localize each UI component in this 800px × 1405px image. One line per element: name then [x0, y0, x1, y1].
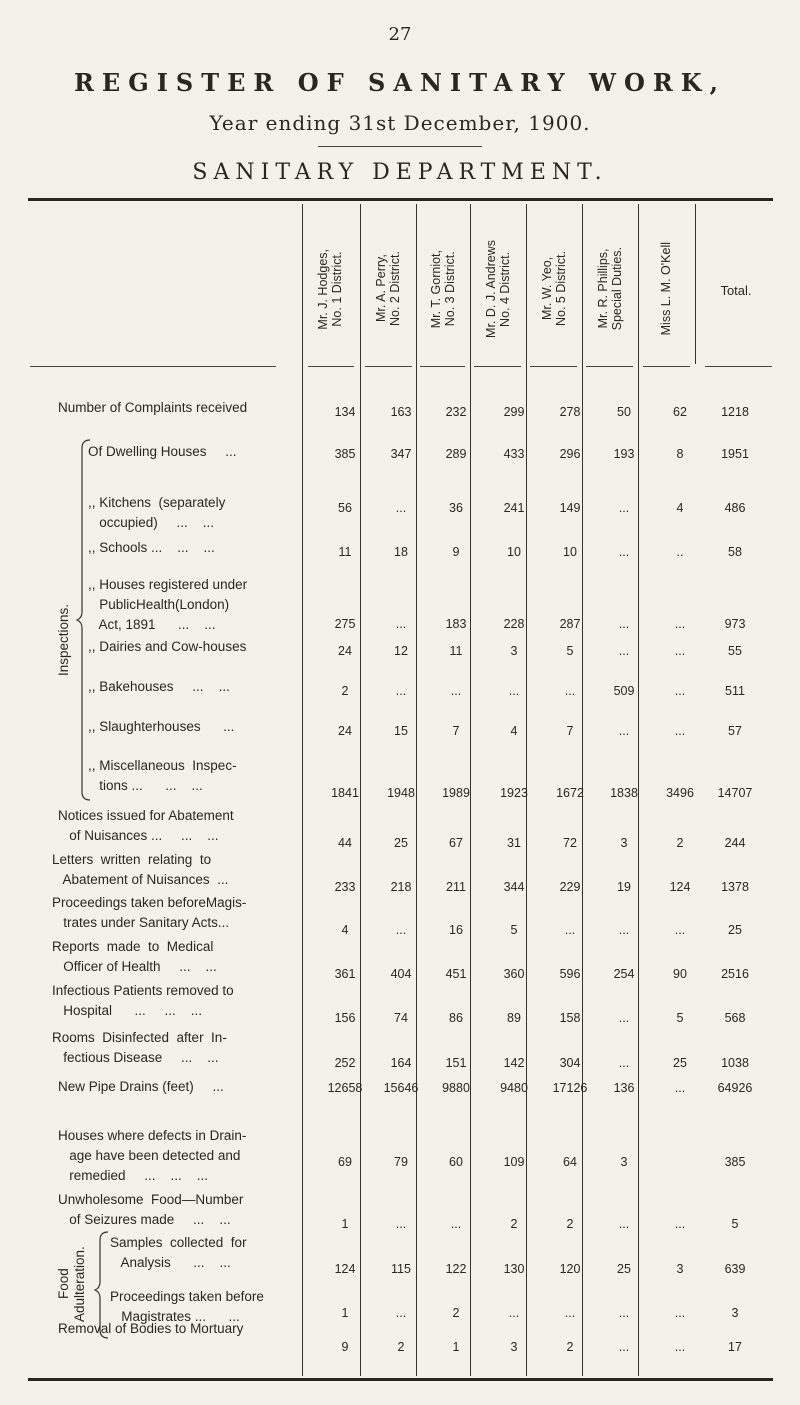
column-header-label: Mr. J. Hodges, No. 1 District. — [316, 248, 344, 330]
value-cell: 451 — [445, 967, 467, 981]
value-cell: 3 — [510, 1340, 518, 1354]
value-cell: 9880 — [442, 1081, 470, 1095]
value-cell: 2 — [510, 1217, 518, 1231]
value-cell: 296 — [559, 447, 581, 461]
row-label: ,, Bakehouses ... ... — [88, 679, 230, 694]
value-cell: 122 — [445, 1262, 467, 1276]
value-cell: ... — [450, 1217, 462, 1231]
value-cell: ... — [618, 501, 630, 515]
value-cell: 156 — [334, 1011, 356, 1025]
value-cell: 90 — [673, 967, 687, 981]
value-cell: 19 — [617, 880, 631, 894]
value-cell: 72 — [563, 836, 577, 850]
row-label: Unwholesome Food—Number of Seizures made ... ... — [58, 1192, 244, 1227]
value-cell: 25 — [394, 836, 408, 850]
value-cell: 1841 — [331, 786, 359, 800]
total-column-header: Total. — [720, 283, 752, 298]
total-cell: 1951 — [721, 447, 749, 461]
value-cell: ... — [674, 644, 686, 658]
value-cell: 163 — [390, 405, 412, 419]
value-cell: 31 — [507, 836, 521, 850]
column-header-label: Mr. R. Phillips, Special Duties. — [596, 247, 624, 331]
column-header — [528, 204, 580, 374]
value-cell: ... — [395, 684, 407, 698]
value-cell: 3496 — [666, 786, 694, 800]
value-cell: 278 — [559, 405, 581, 419]
page-title: REGISTER OF SANITARY WORK, — [73, 68, 727, 97]
total-cell: 1218 — [721, 405, 749, 419]
value-cell: 433 — [503, 447, 525, 461]
row-label: Houses where defects in Drain- age have been detected and remedied ... ... ... — [58, 1128, 247, 1183]
value-cell: ... — [618, 617, 630, 631]
value-cell: ... — [450, 684, 462, 698]
column-header — [418, 204, 468, 374]
value-cell: 3 — [620, 1155, 628, 1169]
value-cell: 361 — [334, 967, 356, 981]
total-cell: 1378 — [721, 880, 749, 894]
value-cell: 404 — [390, 967, 412, 981]
total-cell: 1038 — [721, 1056, 749, 1070]
table-top-rule — [28, 198, 773, 201]
value-cell: 79 — [394, 1155, 408, 1169]
value-cell: 1 — [341, 1306, 349, 1320]
value-cell: ... — [508, 684, 520, 698]
value-cell: 304 — [559, 1056, 581, 1070]
department-heading: SANITARY DEPARTMENT. — [192, 160, 608, 185]
value-cell: 289 — [445, 447, 467, 461]
value-cell: ... — [674, 1081, 686, 1095]
value-cell: 9 — [452, 545, 460, 559]
value-cell: 596 — [559, 967, 581, 981]
column-header-label: Mr. D. J. Andrews No. 4 District. — [484, 240, 512, 338]
value-cell: 252 — [334, 1056, 356, 1070]
value-cell: 15 — [394, 724, 408, 738]
value-cell: ... — [618, 644, 630, 658]
row-label: ,, Houses registered under PublicHealth(London) Act, 1891 ... ... — [88, 577, 248, 632]
value-cell: 1838 — [610, 786, 638, 800]
total-cell: 3 — [731, 1306, 739, 1320]
total-cell: 25 — [728, 923, 742, 937]
row-label: ,, Slaughterhouses ... — [88, 719, 235, 734]
value-cell: ... — [618, 1056, 630, 1070]
row-label: New Pipe Drains (feet) ... — [58, 1079, 224, 1094]
value-cell: 299 — [503, 405, 525, 419]
value-cell: 120 — [559, 1262, 581, 1276]
total-cell: 17 — [728, 1340, 742, 1354]
value-cell: 12658 — [327, 1081, 363, 1095]
value-cell: 60 — [449, 1155, 463, 1169]
value-cell: 15646 — [383, 1081, 419, 1095]
total-cell: 639 — [724, 1262, 746, 1276]
value-cell: 9480 — [500, 1081, 528, 1095]
column-header-label: Mr. W. Yeo, No. 5 District. — [540, 251, 568, 327]
value-cell: ... — [674, 724, 686, 738]
value-cell: 2 — [452, 1306, 460, 1320]
value-cell: 16 — [449, 923, 463, 937]
total-cell: 64926 — [717, 1081, 753, 1095]
value-cell: 360 — [503, 967, 525, 981]
value-cell: ... — [618, 545, 630, 559]
value-cell: ... — [674, 684, 686, 698]
value-cell: ... — [395, 1306, 407, 1320]
value-cell: 109 — [503, 1155, 525, 1169]
value-cell: 10 — [507, 545, 521, 559]
value-cell: 25 — [673, 1056, 687, 1070]
value-cell: ... — [618, 923, 630, 937]
value-cell: ... — [395, 923, 407, 937]
food-adulteration-group-label: Food Adulteration. — [56, 1246, 87, 1322]
total-cell: 14707 — [717, 786, 753, 800]
value-cell: 130 — [503, 1262, 525, 1276]
column-header-label: Miss L. M. O'Kell — [659, 242, 673, 336]
value-cell: 142 — [503, 1056, 525, 1070]
value-cell: ... — [618, 724, 630, 738]
row-label: Proceedings taken before Magistrates ... ... — [110, 1289, 264, 1324]
column-header — [584, 204, 636, 374]
value-cell: 134 — [334, 405, 356, 419]
value-cell: 17126 — [552, 1081, 588, 1095]
column-header — [362, 204, 414, 374]
row-label: ,, Dairies and Cow-houses — [88, 639, 247, 654]
value-cell: 1923 — [500, 786, 528, 800]
value-cell: 347 — [390, 447, 412, 461]
value-cell: 24 — [338, 724, 352, 738]
total-cell: 55 — [728, 644, 742, 658]
row-label: Samples collected for Analysis ... ... — [110, 1235, 247, 1270]
column-header — [304, 204, 356, 374]
value-cell: 64 — [563, 1155, 577, 1169]
row-label: Proceedings taken beforeMagis- trates under Sanitary Acts... — [52, 895, 247, 930]
value-cell: 193 — [613, 447, 635, 461]
row-label: Of Dwelling Houses ... — [88, 444, 237, 459]
value-cell: 4 — [510, 724, 518, 738]
total-cell: 486 — [724, 501, 746, 515]
value-cell: 2 — [397, 1340, 405, 1354]
value-cell: ... — [564, 1306, 576, 1320]
value-cell: ... — [395, 501, 407, 515]
value-cell: 12 — [394, 644, 408, 658]
value-cell: 4 — [341, 923, 349, 937]
value-cell: 1948 — [387, 786, 415, 800]
header-underline — [30, 366, 276, 367]
row-label: Reports made to Medical Officer of Health ... ... — [52, 939, 217, 974]
column-header-label: Mr. T. Gorniot, No. 3 District. — [429, 249, 457, 329]
value-cell: 2 — [341, 684, 349, 698]
value-cell: 3 — [510, 644, 518, 658]
value-cell: ... — [508, 1306, 520, 1320]
value-cell: 18 — [394, 545, 408, 559]
total-cell: 5 — [731, 1217, 739, 1231]
column-divider — [302, 204, 303, 1376]
value-cell: 25 — [617, 1262, 631, 1276]
value-cell: 124 — [334, 1262, 356, 1276]
value-cell: ... — [618, 1340, 630, 1354]
value-cell: 69 — [338, 1155, 352, 1169]
value-cell: 233 — [334, 880, 356, 894]
value-cell: 229 — [559, 880, 581, 894]
value-cell: 5 — [676, 1011, 684, 1025]
value-cell: 211 — [446, 880, 466, 894]
value-cell: 86 — [449, 1011, 463, 1025]
table-bottom-rule — [28, 1378, 773, 1381]
value-cell: 67 — [449, 836, 463, 850]
value-cell: 509 — [613, 684, 635, 698]
value-cell: 24 — [338, 644, 352, 658]
value-cell: 151 — [445, 1056, 467, 1070]
row-label: ,, Kitchens (separately occupied) ... ... — [88, 495, 226, 530]
value-cell: ... — [618, 1306, 630, 1320]
row-label: Letters written relating to Abatement of Nuisances ... — [52, 852, 229, 887]
column-header-label: Mr. A. Perry, No. 2 District. — [374, 251, 402, 327]
total-cell: 385 — [724, 1155, 746, 1169]
value-cell: ... — [674, 1306, 686, 1320]
value-cell: 2 — [566, 1340, 574, 1354]
value-cell: ... — [674, 923, 686, 937]
value-cell: 158 — [559, 1011, 581, 1025]
value-cell: ... — [674, 1217, 686, 1231]
value-cell: 287 — [559, 617, 581, 631]
row-label: Removal of Bodies to Mortuary — [58, 1321, 244, 1336]
value-cell: 254 — [613, 967, 635, 981]
value-cell: 1 — [452, 1340, 460, 1354]
value-cell: 164 — [390, 1056, 412, 1070]
value-cell: 385 — [334, 447, 356, 461]
row-label: Rooms Disinfected after In- fectious Disease ... ... — [52, 1030, 227, 1065]
row-label: ,, Miscellaneous Inspec- tions ... ... ... — [88, 758, 237, 793]
value-cell: 5 — [566, 644, 574, 658]
value-cell: 10 — [563, 545, 577, 559]
page-subtitle: Year ending 31st December, 1900. — [209, 111, 591, 135]
total-cell: 57 — [728, 724, 742, 738]
column-divider — [695, 204, 696, 364]
row-label: Infectious Patients removed to Hospital ... ... ... — [52, 983, 234, 1018]
value-cell: 136 — [613, 1081, 635, 1095]
value-cell: ... — [564, 923, 576, 937]
value-cell: 2 — [566, 1217, 574, 1231]
value-cell: 44 — [338, 836, 352, 850]
total-cell: 58 — [728, 545, 742, 559]
title-divider — [318, 146, 482, 147]
value-cell: ... — [674, 617, 686, 631]
value-cell: 36 — [449, 501, 463, 515]
value-cell: 1 — [341, 1217, 349, 1231]
row-label: Notices issued for Abatement of Nuisances ... ... ... — [58, 808, 234, 843]
total-cell: 2516 — [721, 967, 749, 981]
value-cell: 149 — [559, 501, 581, 515]
value-cell: ... — [564, 684, 576, 698]
column-header — [640, 204, 692, 374]
value-cell: 74 — [394, 1011, 408, 1025]
row-label: ,, Schools ... ... ... — [88, 540, 215, 555]
value-cell: ... — [674, 1340, 686, 1354]
value-cell: 11 — [449, 644, 463, 658]
value-cell: ... — [395, 617, 407, 631]
page-number: 27 — [388, 24, 412, 45]
value-cell: 50 — [617, 405, 631, 419]
total-cell: 244 — [724, 836, 746, 850]
column-header — [472, 204, 524, 374]
value-cell: 4 — [676, 501, 684, 515]
value-cell: 62 — [673, 405, 687, 419]
value-cell: 1989 — [442, 786, 470, 800]
value-cell: 183 — [445, 617, 467, 631]
value-cell: 7 — [566, 724, 574, 738]
value-cell: 241 — [503, 501, 525, 515]
value-cell: 5 — [510, 923, 518, 937]
value-cell: ... — [395, 1217, 407, 1231]
value-cell: 275 — [334, 617, 356, 631]
value-cell: 3 — [676, 1262, 684, 1276]
value-cell: 218 — [390, 880, 412, 894]
value-cell: 344 — [503, 880, 525, 894]
value-cell: 228 — [503, 617, 525, 631]
total-cell: 568 — [724, 1011, 746, 1025]
value-cell: 2 — [676, 836, 684, 850]
inspections-group-label: Inspections. — [56, 603, 71, 677]
header-underline — [705, 366, 772, 367]
row-label: Number of Complaints received — [58, 400, 248, 415]
value-cell: ... — [618, 1217, 630, 1231]
value-cell: 3 — [620, 836, 628, 850]
value-cell: .. — [676, 545, 684, 559]
value-cell: ... — [618, 1011, 630, 1025]
value-cell: 1672 — [556, 786, 584, 800]
value-cell: 8 — [676, 447, 684, 461]
value-cell: 232 — [445, 405, 467, 419]
value-cell: 9 — [341, 1340, 349, 1354]
total-cell: 973 — [724, 617, 746, 631]
value-cell: 11 — [338, 545, 352, 559]
value-cell: 7 — [452, 724, 460, 738]
value-cell: 115 — [391, 1262, 411, 1276]
value-cell: 89 — [507, 1011, 521, 1025]
value-cell: 124 — [669, 880, 691, 894]
total-cell: 511 — [725, 684, 745, 698]
value-cell: 56 — [338, 501, 352, 515]
